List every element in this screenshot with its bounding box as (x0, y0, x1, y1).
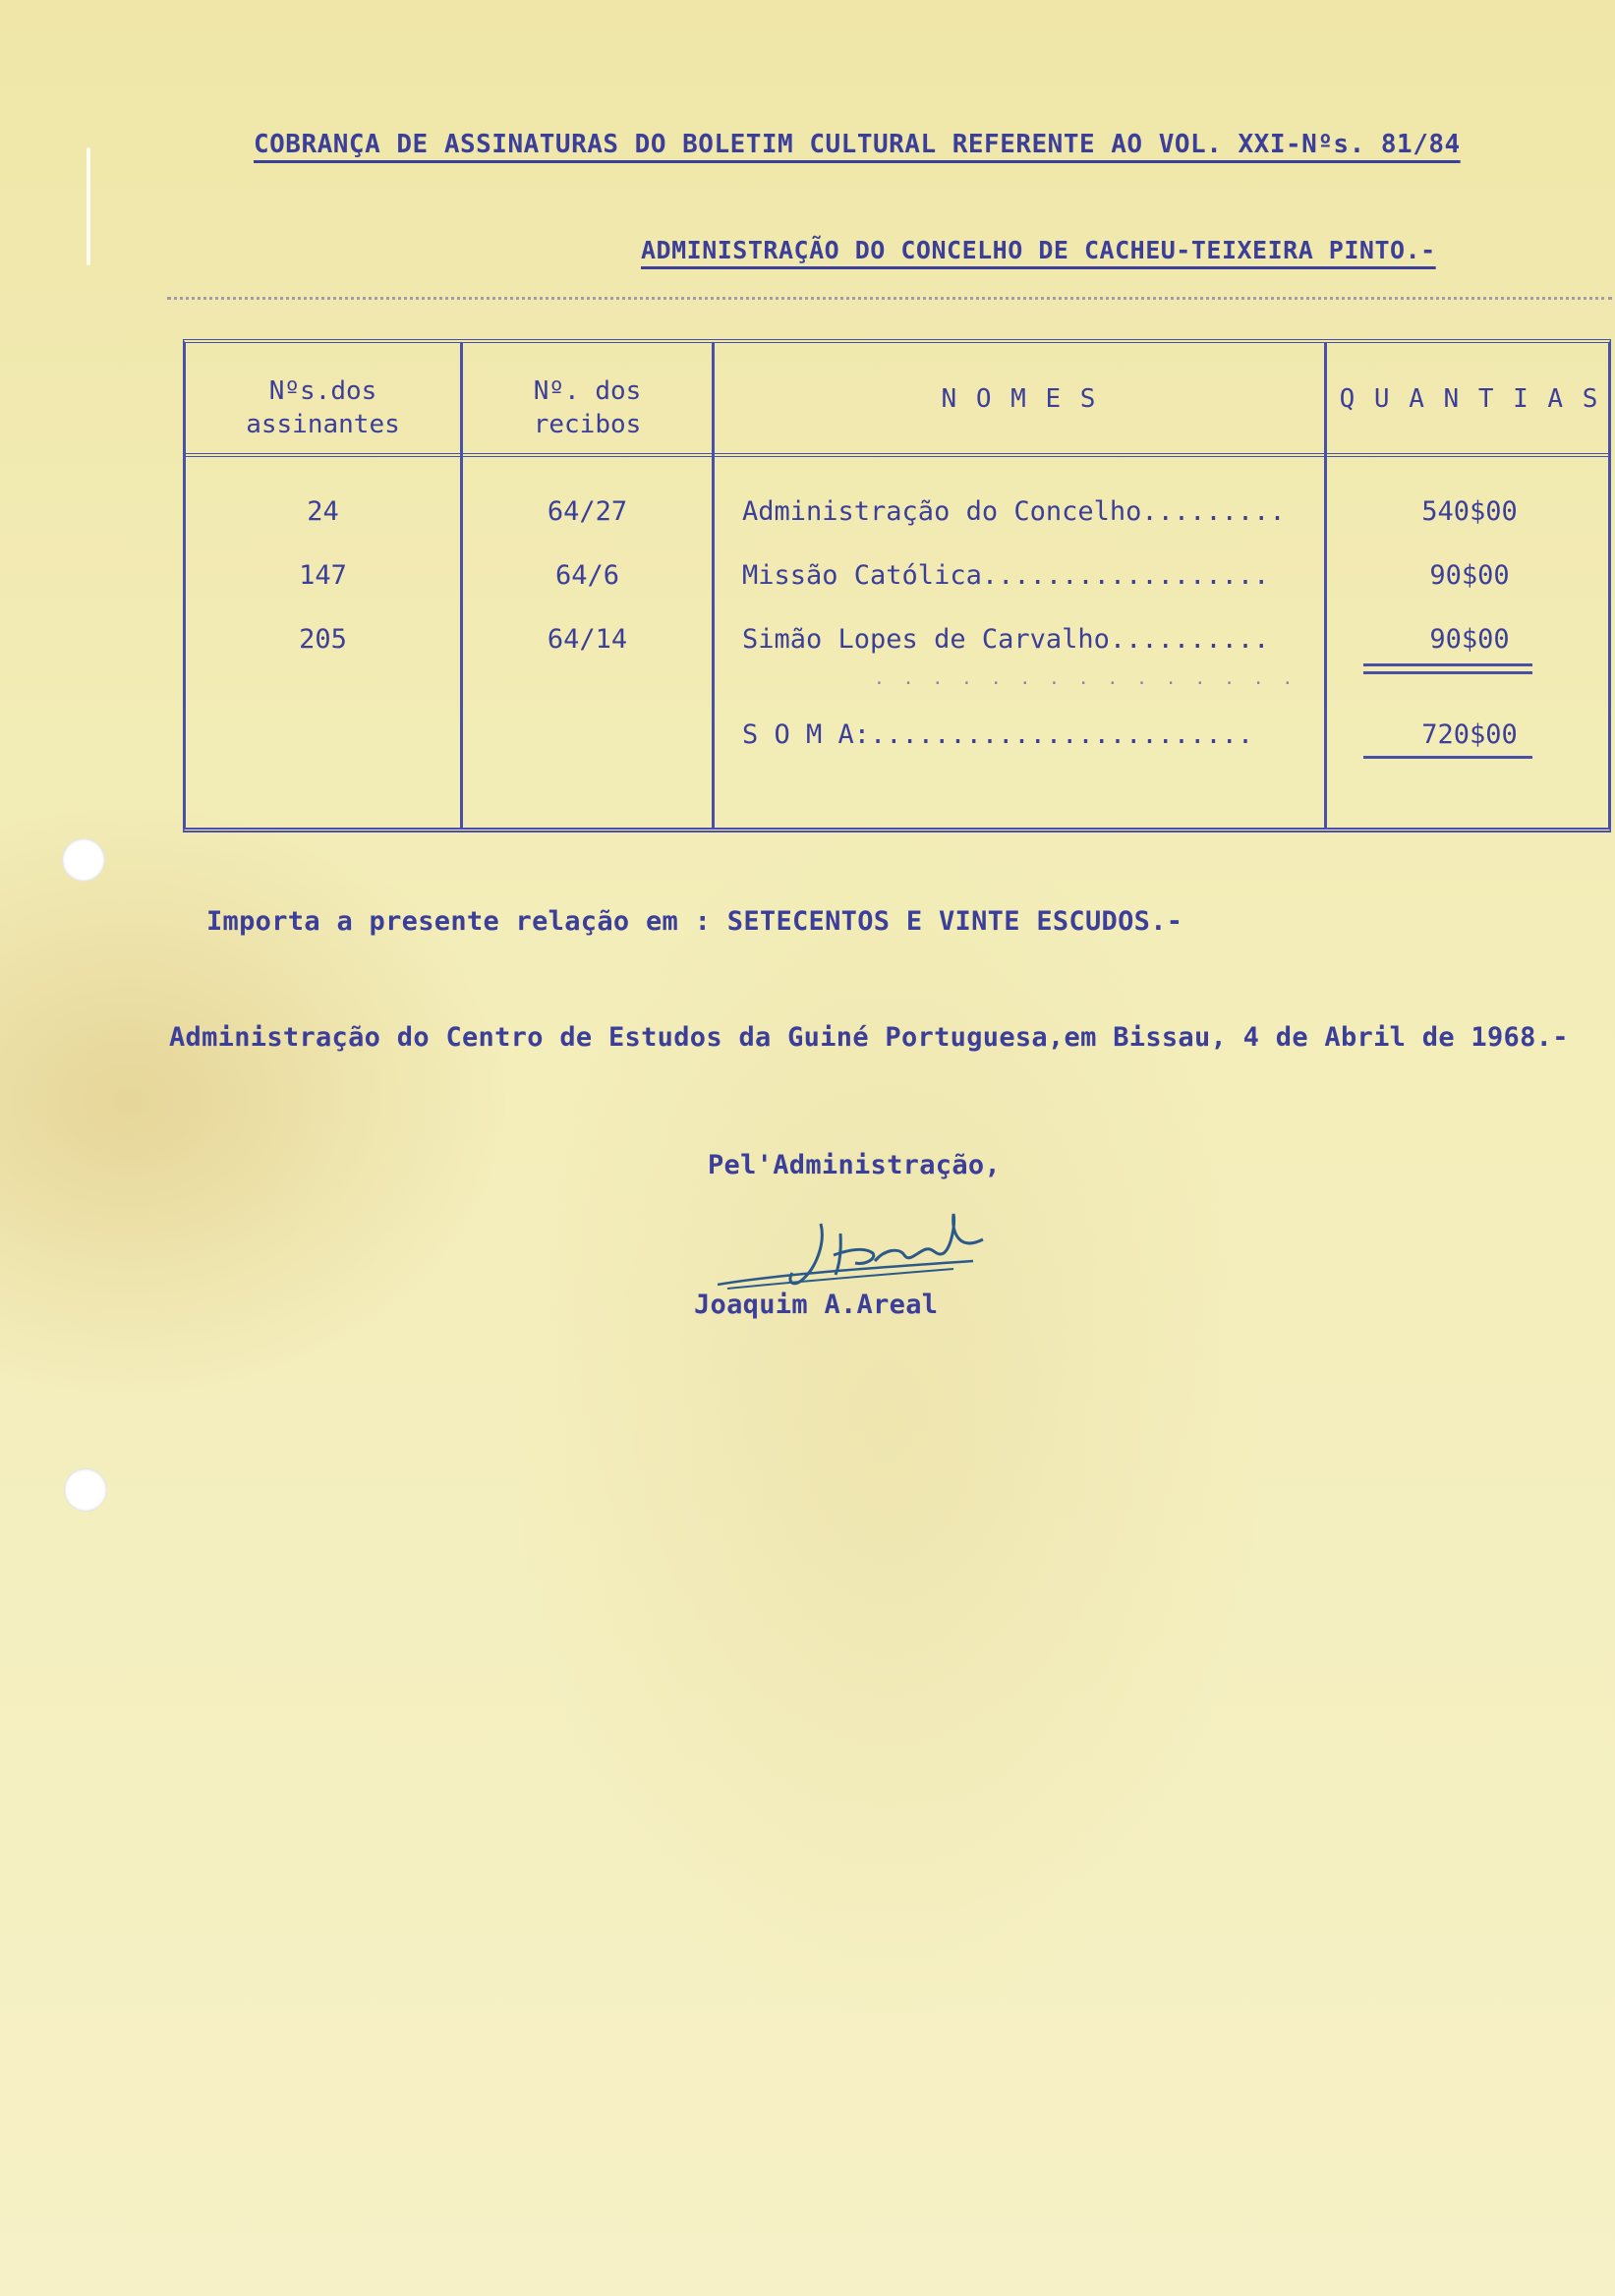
table-cell-assinante: 24 (307, 496, 339, 527)
header-quantias: Q U A N T I A S (1339, 384, 1600, 414)
header-divider (186, 453, 1608, 457)
billing-table (183, 339, 1611, 832)
table-cell-quantia: 90$00 (1429, 624, 1510, 655)
table-cell-assinante: 205 (299, 624, 347, 655)
dotted-separator (167, 297, 1612, 300)
soma-value: 720$00 (1421, 719, 1518, 750)
header-recibos (463, 374, 712, 441)
punch-hole-bottom (64, 1468, 107, 1512)
soma-label: S O M A:........................ (742, 719, 1254, 750)
table-cell-quantia: 90$00 (1429, 560, 1510, 591)
table-cell-recibo: 64/27 (547, 496, 628, 527)
punch-hole-top (62, 838, 105, 882)
table-cell-assinante: 147 (299, 560, 347, 591)
table-cell-recibo: 64/14 (547, 624, 628, 655)
table-cell-recibo: 64/6 (554, 560, 620, 591)
header-nomes: N O M E S (941, 384, 1098, 414)
document-title: COBRANÇA DE ASSINATURAS DO BOLETIM CULTURAL REFERENTE AO VOL. XXI-Nºs. 81/84 (254, 130, 1461, 159)
header-assinantes-line2: assinantes (246, 410, 400, 439)
importa-line: Importa a presente relação em : SETECENTOS E VINTE ESCUDOS.- (206, 906, 1183, 937)
double-underline (1363, 663, 1532, 674)
table-cell-nome: Simão Lopes de Carvalho.......... (742, 624, 1270, 655)
administration-line: Administração do Centro de Estudos da Guiné Portuguesa,em Bissau, 4 de Abril de 1968.- (169, 1022, 1569, 1053)
header-assinantes (186, 374, 460, 441)
pel-administracao: Pel'Administração, (708, 1150, 1001, 1180)
header-assinantes-line1: Nºs.dos (268, 376, 377, 406)
header-recibos-line1: Nº. dos (533, 376, 642, 406)
table-cell-nome: Administração do Concelho......... (742, 496, 1286, 527)
staple-mark (87, 147, 90, 265)
header-recibos-line2: recibos (533, 410, 642, 439)
document-subtitle: ADMINISTRAÇÃO DO CONCELHO DE CACHEU-TEIXEIRA PINTO.- (641, 236, 1436, 264)
signatory-name: Joaquim A.Areal (694, 1290, 939, 1320)
dotted-marks: · · · · · · · · · · · · · · · (874, 673, 1298, 694)
soma-underline (1363, 756, 1532, 759)
table-cell-nome: Missão Católica.................. (742, 560, 1270, 591)
table-cell-quantia: 540$00 (1421, 496, 1518, 527)
